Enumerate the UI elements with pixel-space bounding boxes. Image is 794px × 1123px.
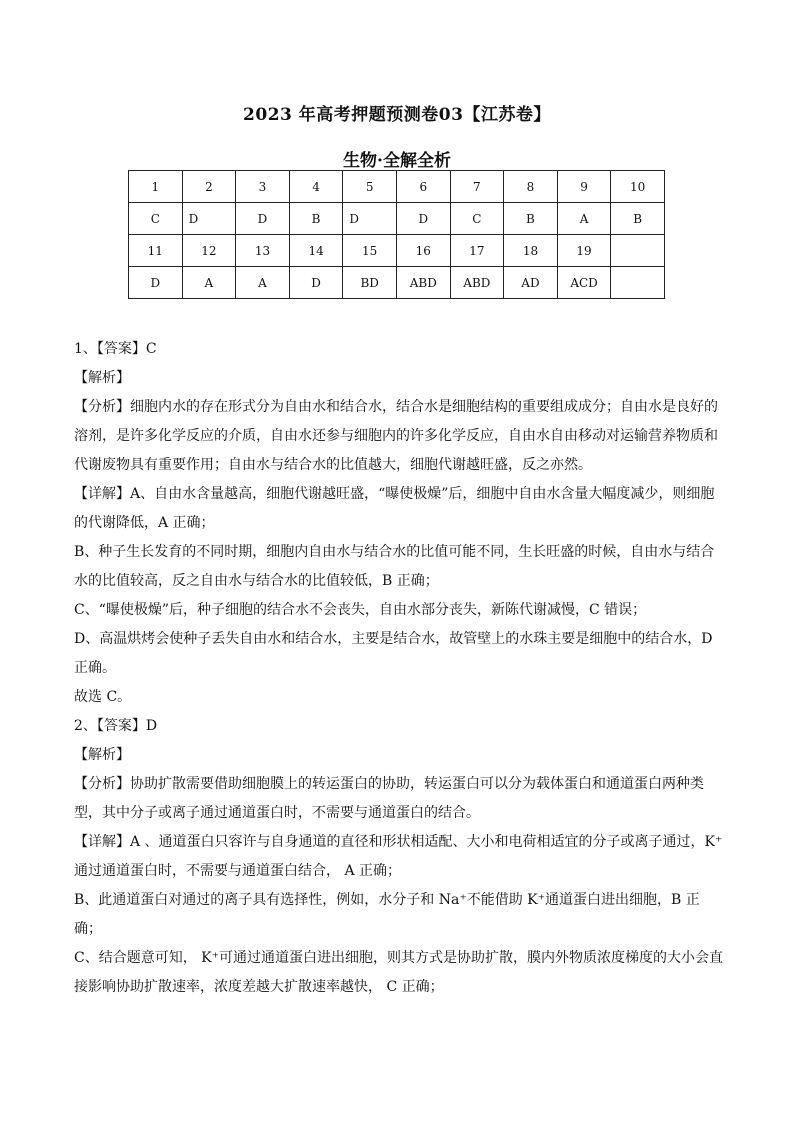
table-cell: 12 bbox=[182, 235, 236, 267]
answer-table bbox=[128, 170, 665, 299]
q2-analysis: 【分析】协助扩散需要借助细胞膜上的转运蛋白的协助，转运蛋白可以分为载体蛋白和通道蛋白两种类型，其中分子或离子通过通道蛋白时，不需要与通道蛋白的结合。 bbox=[74, 776, 704, 821]
q2-answer: 2、【答案】D bbox=[74, 718, 158, 734]
q2-option-c: C、结合题意可知， K⁺可通过通道蛋白进出细胞，则其方式是协助扩散，膜内外物质浓度梯度的大小会直接影响协助扩散速率，浓度差越大扩散速率越快， C 正确； bbox=[74, 950, 724, 995]
table-cell: 9 bbox=[557, 171, 611, 203]
table-cell: 5 bbox=[343, 171, 397, 203]
table-cell: A bbox=[557, 203, 611, 235]
q1-answer: 1、【答案】C bbox=[74, 341, 157, 357]
table-cell: A bbox=[236, 267, 290, 299]
page-title: 2023 年高考押题预测卷03【江苏卷】 bbox=[243, 105, 551, 125]
table-cell: ACD bbox=[557, 267, 611, 299]
table-cell: 16 bbox=[396, 235, 450, 267]
table-cell: D bbox=[343, 203, 397, 235]
table-cell: 6 bbox=[396, 171, 450, 203]
q1-option-b: B、种子生长发育的不同时期，细胞内自由水与结合水的比值可能不同，生长旺盛的时候，自由水与结合水的比值较高，反之自由水与结合水的比值较低，B 正确； bbox=[74, 544, 715, 589]
table-cell: 11 bbox=[129, 235, 183, 267]
table-cell: 1 bbox=[129, 171, 183, 203]
table-cell: 8 bbox=[504, 171, 558, 203]
table-cell: C bbox=[450, 203, 504, 235]
table-cell bbox=[611, 267, 665, 299]
table-cell: A bbox=[182, 267, 236, 299]
page-subtitle: 生物·全解全析 bbox=[343, 151, 451, 171]
table-cell: 7 bbox=[450, 171, 504, 203]
table-cell: 2 bbox=[182, 171, 236, 203]
table-cell bbox=[611, 235, 665, 267]
table-cell: 13 bbox=[236, 235, 290, 267]
table-cell: D bbox=[236, 203, 290, 235]
table-cell: B bbox=[504, 203, 558, 235]
table-cell: 4 bbox=[289, 171, 343, 203]
table-row bbox=[129, 235, 665, 267]
q2-option-b: B、此通道蛋白对通过的离子具有选择性，例如，水分子和 Na⁺不能借助 K⁺通道蛋白进出细胞，B 正确； bbox=[74, 892, 700, 937]
q1-analysis: 【分析】细胞内水的存在形式分为自由水和结合水，结合水是细胞结构的重要组成成分；自由水是良好的溶剂，是许多化学反应的介质，自由水还参与细胞内的许多化学反应，自由水自由移动对运输营养物质和代谢废物具有重要作用；自由水与结合水的比值越大，细胞代谢越旺盛，反之亦然。 bbox=[74, 399, 718, 473]
q2-detail: 【详解】A 、通道蛋白只容许与自身通道的直径和形状相适配、大小和电荷相适宜的分子或离子通过，K⁺通过通道蛋白时，不需要与通道蛋白结合， A 正确； bbox=[74, 834, 723, 879]
q2-jiexi-heading: 【解析】 bbox=[74, 747, 130, 763]
table-cell: BD bbox=[343, 267, 397, 299]
table-cell: 14 bbox=[289, 235, 343, 267]
table-cell: D bbox=[396, 203, 450, 235]
table-cell: ABD bbox=[396, 267, 450, 299]
table-cell: ABD bbox=[450, 267, 504, 299]
table-cell: C bbox=[129, 203, 183, 235]
q1-option-c: C、“曝使极燥”后，种子细胞的结合水不会丧失，自由水部分丧失，新陈代谢减慢，C 错误； bbox=[74, 602, 647, 618]
q1-conclusion: 故选 C。 bbox=[74, 689, 132, 705]
solution-body bbox=[74, 335, 724, 1002]
table-cell: D bbox=[289, 267, 343, 299]
table-cell: 19 bbox=[557, 235, 611, 267]
table-cell: 18 bbox=[504, 235, 558, 267]
table-cell: D bbox=[129, 267, 183, 299]
q1-detail: 【详解】A、自由水含量越高，细胞代谢越旺盛，“曝使极燥”后，细胞中自由水含量大幅度减少，则细胞的代谢降低，A 正确； bbox=[74, 486, 715, 531]
table-cell: B bbox=[611, 203, 665, 235]
table-cell: 10 bbox=[611, 171, 665, 203]
table-row bbox=[129, 171, 665, 203]
table-row bbox=[129, 203, 665, 235]
table-row bbox=[129, 267, 665, 299]
table-cell: 3 bbox=[236, 171, 290, 203]
q1-jiexi-heading: 【解析】 bbox=[74, 370, 130, 386]
table-cell: B bbox=[289, 203, 343, 235]
table-cell: 15 bbox=[343, 235, 397, 267]
table-cell: AD bbox=[504, 267, 558, 299]
table-cell: D bbox=[182, 203, 236, 235]
table-cell: 17 bbox=[450, 235, 504, 267]
q1-option-d: D、高温烘烤会使种子丢失自由水和结合水，主要是结合水，故管壁上的水珠主要是细胞中的结合水，D 正确。 bbox=[74, 631, 713, 676]
